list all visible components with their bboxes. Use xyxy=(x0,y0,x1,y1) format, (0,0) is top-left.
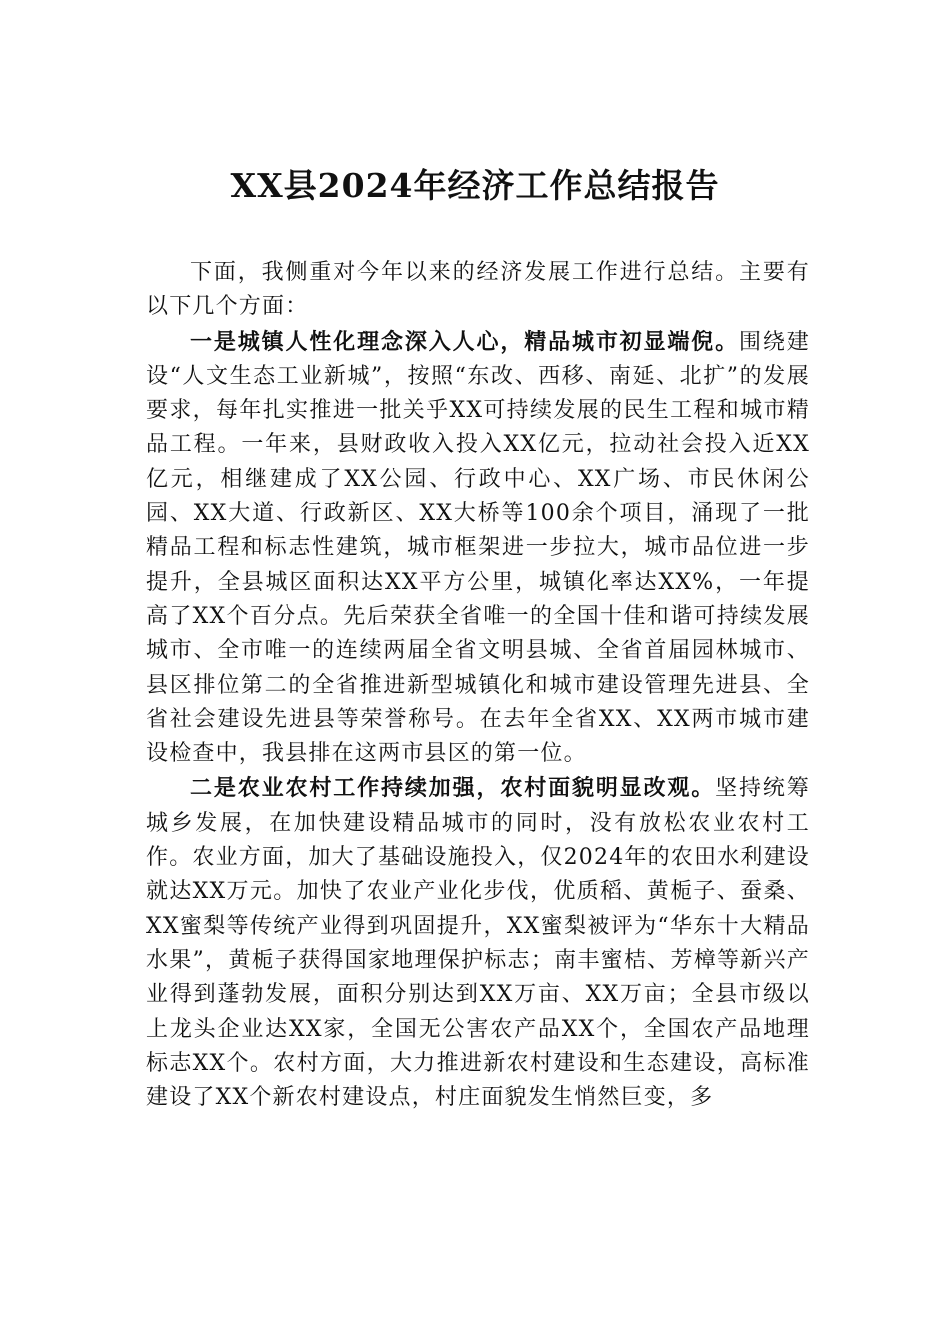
section-paragraph-2 xyxy=(146,771,810,1115)
section-heading-2: 二是农业农村工作持续加强，农村面貌明显改观。 xyxy=(190,775,716,802)
section-heading-1: 一是城镇人性化理念深入人心，精品城市初显端倪。 xyxy=(190,328,740,355)
section-text-2: 坚持统筹城乡发展，在加快建设精品城市的同时，没有放松农业农村工作。农业方面，加大了基础设施投入，仅2024年的农田水利建设就达XX万元。加快了农业产业化步伐，优质稻、黄栀子、蚕桑、XX蜜梨等传统产业得到巩固提升，XX蜜梨被评为“华东十大精品水果”，黄栀子获得国家地理保护标志；南丰蜜桔、芳樟等新兴产业得到蓬勃发展，面积分别达到XX万亩、XX万亩；全县市级以上龙头企业达XX家，全国无公害农产品XX个，全国农产品地理标志XX个。农村方面，大力推进新农村建设和生态建设，高标准建设了XX个新农村建设点，村庄面貌发生悄然巨变，多 xyxy=(146,776,810,1111)
document-title: XX县2024年经济工作总结报告 xyxy=(230,166,720,205)
section-paragraph-1 xyxy=(146,325,810,772)
section-text-1: 围绕建设“人文生态工业新城”，按照“东改、西移、南延、北扩”的发展要求，每年扎实推进一批关乎XX可持续发展的民生工程和城市精品工程。一年来，县财政收入投入XX亿元，拉动社会投入近XX亿元，相继建成了XX公园、行政中心、XX广场、市民休闲公园、XX大道、行政新区、XX大桥等100余个项目，涌现了一批精品工程和标志性建筑，城市框架进一步拉大，城市品位进一步提升，全县城区面积达XX平方公里，城镇化率达XX%，一年提高了XX个百分点。先后荣获全省唯一的全国十佳和谐可持续发展城市、全市唯一的连续两届全省文明县城、全省首届园林城市、县区排位第二的全省推进新型城镇化和城市建设管理先进县、全省社会建设先进县等荣誉称号。在去年全省XX、XX两市城市建设检查中，我县排在这两市县区的第一位。 xyxy=(146,329,810,767)
document-body xyxy=(146,256,810,1115)
intro-paragraph: 下面，我侧重对今年以来的经济发展工作进行总结。主要有以下几个方面： xyxy=(146,260,810,320)
